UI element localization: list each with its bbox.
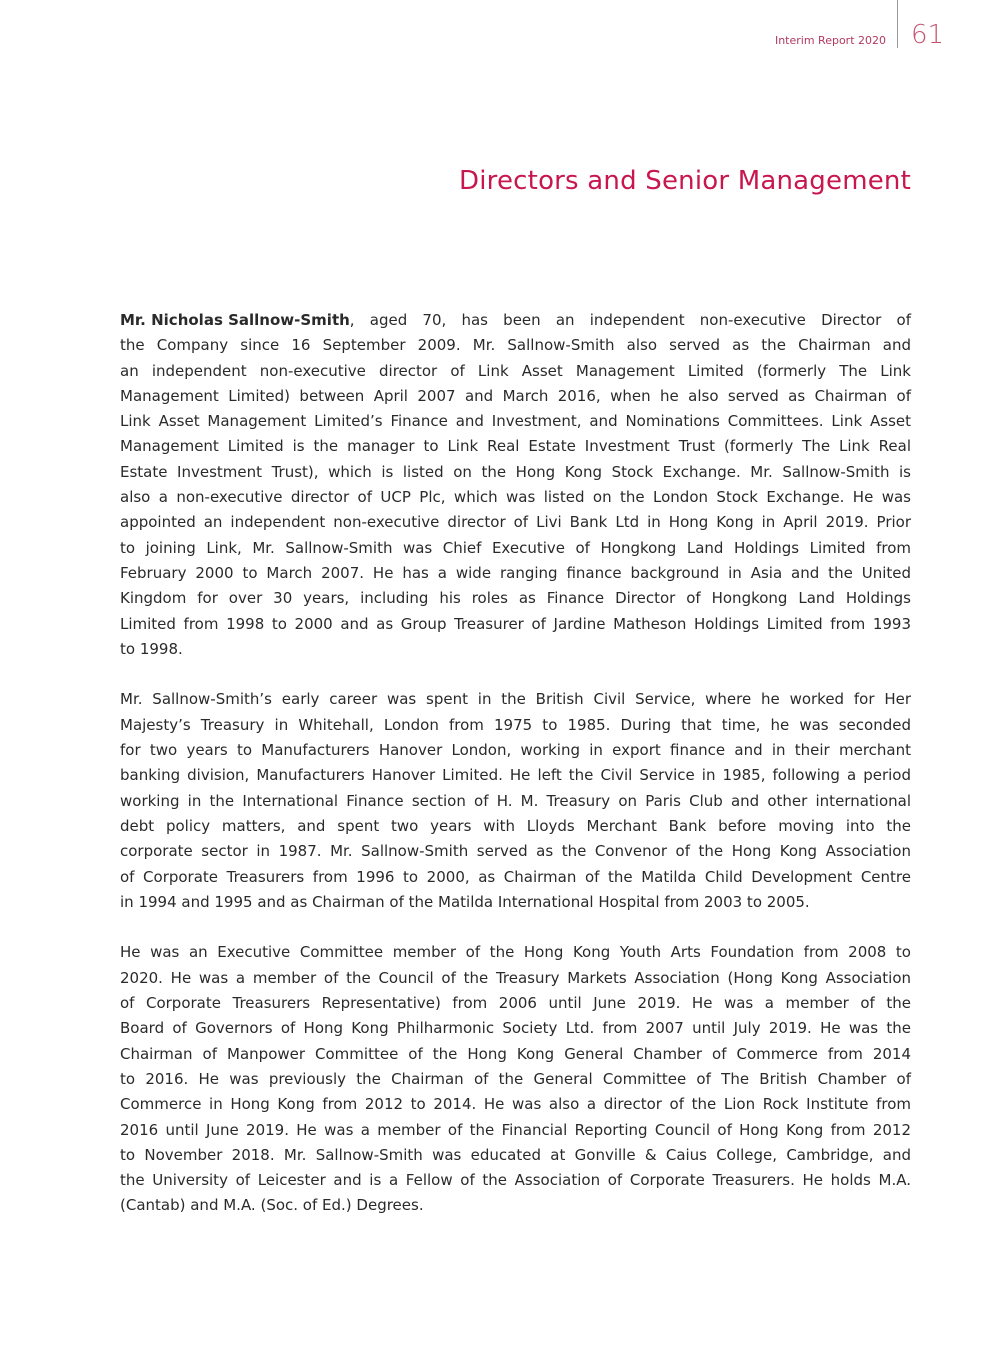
text-line: to 1998. <box>120 639 183 658</box>
director-name: Mr. Nicholas Sallnow-Smith <box>120 311 350 329</box>
text-line: corporate sector in 1987. Mr. Sallnow-Smith served as the Convenor of the Hong Kong Association <box>120 842 911 861</box>
text-line: (Cantab) and M.A. (Soc. of Ed.) Degrees. <box>120 1196 424 1215</box>
text-line: Mr. Sallnow-Smith’s early career was spent in the British Civil Service, where he worked for Her <box>120 690 911 709</box>
text-line: Commerce in Hong Kong from 2012 to 2014. He was also a director of the Lion Rock Institute from <box>120 1095 911 1114</box>
text-line: an independent non-executive director of Link Asset Management Limited (formerly The Link <box>120 361 911 380</box>
text-line: Link Asset Management Limited’s Finance and Investment, and Nominations Committees. Link Asset <box>120 412 911 431</box>
text-line: debt policy matters, and spent two years with Lloyds Merchant Bank before moving into the <box>120 816 911 835</box>
text-line: to 2016. He was previously the Chairman of the General Committee of The British Chamber of <box>120 1069 911 1088</box>
text-line: of Corporate Treasurers from 1996 to 2000, as Chairman of the Matilda Child Development Centre <box>120 867 911 886</box>
paragraph <box>120 308 911 662</box>
header-divider <box>897 0 898 48</box>
paragraph <box>120 687 911 915</box>
paragraph <box>120 940 911 1218</box>
text-line: He was an Executive Committee member of the Hong Kong Youth Arts Foundation from 2008 to <box>120 943 911 962</box>
page-number: 61 <box>911 20 945 50</box>
biography <box>120 308 911 1244</box>
text-line: Limited from 1998 to 2000 and as Group Treasurer of Jardine Matheson Holdings Limited from 1993 <box>120 614 911 633</box>
text-line: the University of Leicester and is a Fellow of the Association of Corporate Treasurers. He holds M.A. <box>120 1171 911 1190</box>
text-line: also a non-executive director of UCP Plc, which was listed on the London Stock Exchange. He was <box>120 488 911 507</box>
text-line: Board of Governors of Hong Kong Philharmonic Society Ltd. from 2007 until July 2019. He was the <box>120 1019 911 1038</box>
report-name: Interim Report 2020 <box>774 34 886 47</box>
text-line: for two years to Manufacturers Hanover London, working in export finance and in their merchant <box>120 741 911 760</box>
text-line: to November 2018. Mr. Sallnow-Smith was educated at Gonville & Caius College, Cambridge, and <box>120 1145 911 1164</box>
text-line: the Company since 16 September 2009. Mr. Sallnow-Smith also served as the Chairman and <box>120 336 911 355</box>
text-line: banking division, Manufacturers Hanover Limited. He left the Civil Service in 1985, following a period <box>120 766 911 785</box>
text-line: Management Limited) between April 2007 and March 2016, when he also served as Chairman of <box>120 386 911 405</box>
text-line: February 2000 to March 2007. He has a wide ranging finance background in Asia and the United <box>120 563 911 582</box>
text-line: appointed an independent non-executive director of Livi Bank Ltd in Hong Kong in April 2019. Prior <box>120 513 911 532</box>
page-title: Directors and Senior Management <box>459 166 911 196</box>
text-span: , aged 70, has been an independent non-executive Director of <box>349 311 911 329</box>
text-line: Kingdom for over 30 years, including his roles as Finance Director of Hongkong Land Holdings <box>120 589 911 608</box>
text-line: to joining Link, Mr. Sallnow-Smith was Chief Executive of Hongkong Land Holdings Limited from <box>120 538 911 557</box>
text-line: Chairman of Manpower Committee of the Hong Kong General Chamber of Commerce from 2014 <box>120 1044 911 1063</box>
text-line: in 1994 and 1995 and as Chairman of the Matilda International Hospital from 2003 to 2005. <box>120 892 810 911</box>
text-line: Estate Investment Trust), which is listed on the Hong Kong Stock Exchange. Mr. Sallnow-Smith is <box>120 462 911 481</box>
text-line: of Corporate Treasurers Representative) from 2006 until June 2019. He was a member of the <box>120 994 911 1013</box>
text-line: working in the International Finance section of H. M. Treasury on Paris Club and other international <box>120 791 911 810</box>
text-line <box>120 308 911 333</box>
text-line: Majesty’s Treasury in Whitehall, London from 1975 to 1985. During that time, he was seconded <box>120 715 911 734</box>
text-line: 2016 until June 2019. He was a member of the Financial Reporting Council of Hong Kong from 2012 <box>120 1120 911 1139</box>
text-line: 2020. He was a member of the Council of the Treasury Markets Association (Hong Kong Association <box>120 968 911 987</box>
text-line: Management Limited is the manager to Link Real Estate Investment Trust (formerly The Link Real <box>120 437 911 456</box>
